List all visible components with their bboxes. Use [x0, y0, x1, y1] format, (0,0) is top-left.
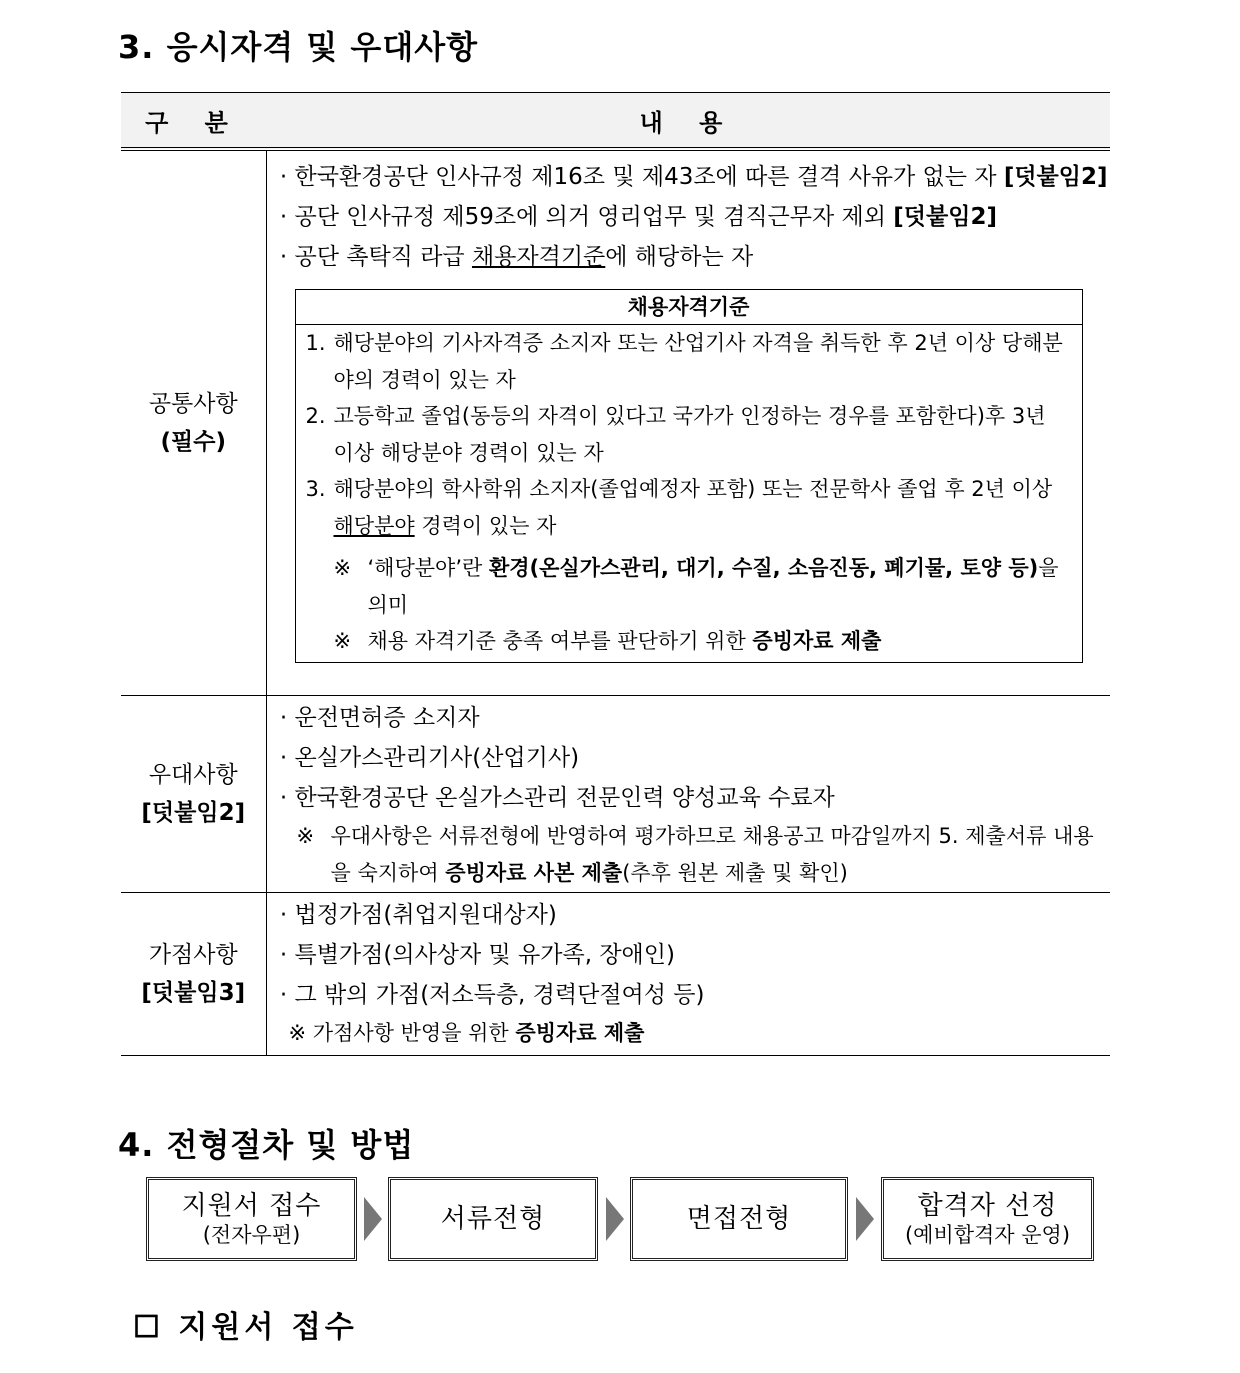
list-item: · 공단 촉탁직 라급 채용자격기준에 해당하는 자 [279, 244, 754, 270]
step-interview [630, 1177, 848, 1261]
arrow-right-icon [856, 1197, 874, 1241]
criteria-item: 1. 해당분야의 기사자격증 소지자 또는 산업기사 자격을 취득한 후 2년 이상 당해분야의 경력이 있는 자 [305, 331, 1063, 392]
qualification-table [121, 92, 1110, 1056]
table-header-row [121, 93, 1110, 150]
row-content-common [266, 149, 1110, 696]
section4-title: 4. 전형절차 및 방법 [118, 1126, 415, 1164]
criteria-link-text: 채용자격기준 [471, 244, 606, 270]
step-label: 면접전형 [686, 1204, 792, 1234]
criteria-title: 채용자격기준 [296, 290, 1082, 325]
row-label-sub: [덧붙임3] [141, 980, 246, 1006]
step-document-screening [388, 1177, 598, 1261]
criteria-item: 2. 고등학교 졸업(동등의 자격이 있다고 국가가 인정하는 경우를 포함한다)후 3년 이상 해당분야 경력이 있는 자 [305, 404, 1046, 465]
criteria-item: 3. 해당분야의 학사학위 소지자(졸업예정자 포함) 또는 전문학사 졸업 후 2년 이상 해당분야 경력이 있는 자 [305, 477, 1053, 538]
attachment-tag: [덧붙임2] [893, 204, 997, 230]
step-sublabel: (예비합격자 운영) [904, 1223, 1071, 1247]
list-item: · 한국환경공단 인사규정 제16조 및 제43조에 따른 결격 사유가 없는 자 [덧붙임2] [279, 164, 1108, 190]
row-label: 공통사항 [148, 391, 238, 417]
list-item: · 한국환경공단 온실가스관리 전문인력 양성교육 수료자 [279, 785, 835, 811]
criteria-note: ※ 채용 자격기준 충족 여부를 판단하기 위한 증빙자료 제출 [333, 629, 882, 653]
bonus-note: ※ 가점사항 반영을 위한 증빙자료 제출 [288, 1021, 645, 1045]
step-sublabel: (전자우편) [202, 1223, 301, 1247]
application-subheading [133, 1302, 358, 1346]
row-content-preference [266, 696, 1110, 893]
attachment-tag: [덧붙임2] [1003, 164, 1108, 190]
table-row [121, 149, 1110, 696]
arrow-right-icon [364, 1197, 382, 1241]
list-item: · 공단 인사규정 제59조에 의거 영리업무 및 겸직근무자 제외 [덧붙임2] [279, 204, 997, 230]
row-label-common [121, 149, 266, 696]
list-item: · 운전면허증 소지자 [279, 705, 480, 731]
step-label: 합격자 선정 [917, 1191, 1058, 1221]
row-label-bonus [121, 893, 266, 1056]
list-item: · 특별가점(의사상자 및 유가족, 장애인) [279, 942, 675, 968]
row-label-preference [121, 696, 266, 893]
arrow-right-icon [606, 1197, 624, 1241]
step-label: 서류전형 [440, 1204, 546, 1234]
criteria-note: ※ ‘해당분야’란 환경(온실가스관리, 대기, 수질, 소음진동, 폐기물, 토양 등)을 의미 [333, 556, 1059, 617]
row-label-sub: [덧붙임2] [141, 800, 246, 826]
step-application [146, 1177, 357, 1261]
table-row [121, 893, 1110, 1056]
row-label: 우대사항 [148, 762, 238, 788]
list-item: · 온실가스관리기사(산업기사) [279, 745, 580, 771]
row-label: 가점사항 [148, 942, 238, 968]
step-final-selection [881, 1177, 1094, 1261]
step-label: 지원서 접수 [181, 1191, 322, 1221]
header-category: 구 분 [121, 93, 266, 150]
criteria-box [295, 289, 1083, 663]
table-row [121, 696, 1110, 893]
row-label-sub: (필수) [160, 429, 226, 455]
preference-note: ※ 우대사항은 서류전형에 반영하여 평가하므로 채용공고 마감일까지 5. 제출서류 내용을 숙지하여 증빙자료 사본 제출(추후 원본 제출 및 확인) [296, 824, 1094, 885]
subheading-text: 지원서 접수 [178, 1310, 358, 1345]
header-content: 내 용 [266, 93, 1110, 150]
list-item: · 그 밖의 가점(저소득층, 경력단절여성 등) [279, 982, 705, 1008]
list-item: · 법정가점(취업지원대상자) [279, 902, 557, 928]
row-content-bonus [266, 893, 1110, 1056]
checkbox-icon: ☐ [133, 1310, 164, 1345]
section3-title: 3. 응시자격 및 우대사항 [118, 28, 479, 66]
process-flow [146, 1177, 1096, 1265]
